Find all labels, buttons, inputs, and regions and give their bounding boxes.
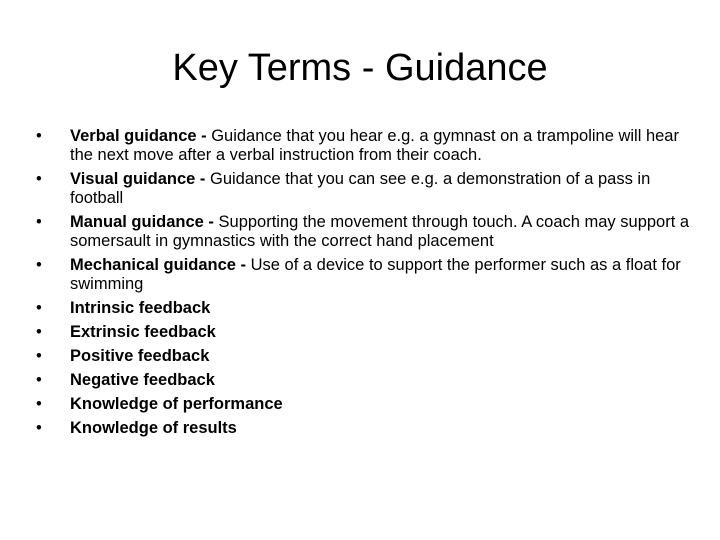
bullet-icon: • xyxy=(36,371,42,389)
bullet-icon: • xyxy=(36,395,42,413)
list-item xyxy=(36,213,690,251)
slide-title: Key Terms - Guidance xyxy=(172,47,548,89)
term-description: Guidance that you hear e.g. a gymnast on a trampoline will hear the next move after a verbal instruction from their coach. xyxy=(70,127,679,164)
bullet-icon: • xyxy=(36,170,42,188)
list-item xyxy=(36,299,690,318)
term-label: Extrinsic feedback xyxy=(70,323,216,341)
list-item xyxy=(36,127,690,165)
bullet-icon: • xyxy=(36,419,42,437)
bullet-icon: • xyxy=(36,213,42,231)
list-item xyxy=(36,371,690,390)
list-item xyxy=(36,170,690,208)
term-label: Knowledge of results xyxy=(70,419,237,437)
term-label: Manual guidance - xyxy=(70,213,214,231)
term-label: Verbal guidance - xyxy=(70,127,207,145)
bullet-icon: • xyxy=(36,347,42,365)
list-item xyxy=(36,419,690,438)
list-item xyxy=(36,323,690,342)
list-item xyxy=(36,347,690,366)
bullet-icon: • xyxy=(36,323,42,341)
term-label: Intrinsic feedback xyxy=(70,299,211,317)
term-label: Knowledge of performance xyxy=(70,395,283,413)
term-label: Negative feedback xyxy=(70,371,215,389)
term-label: Mechanical guidance - xyxy=(70,256,247,274)
term-description: Supporting the movement through touch. A coach may support a somersault in gymnastics with the correct hand placement xyxy=(70,213,690,250)
bullet-icon: • xyxy=(36,256,42,274)
bullet-list xyxy=(36,127,690,443)
term-description: Guidance that you can see e.g. a demonstration of a pass in football xyxy=(70,170,651,207)
bullet-icon: • xyxy=(36,299,42,317)
term-description: Use of a device to support the performer such as a float for swimming xyxy=(70,256,681,293)
list-item xyxy=(36,256,690,294)
term-label: Visual guidance - xyxy=(70,170,206,188)
term-label: Positive feedback xyxy=(70,347,210,365)
bullet-icon: • xyxy=(36,127,42,145)
list-item xyxy=(36,395,690,414)
